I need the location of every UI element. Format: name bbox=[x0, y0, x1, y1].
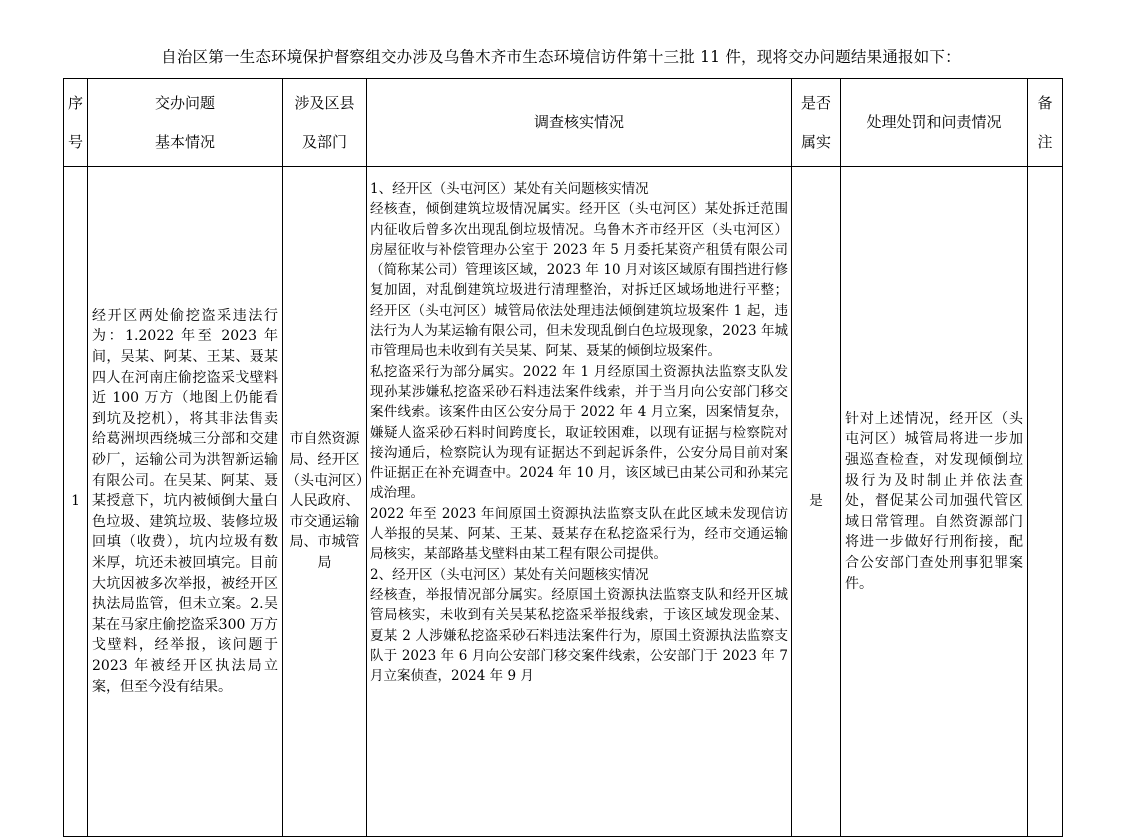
cell-remark bbox=[1028, 167, 1063, 837]
header-verified-line2: 属实 bbox=[800, 132, 831, 151]
header-remark bbox=[1028, 79, 1063, 167]
header-verified-line1: 是否 bbox=[800, 93, 831, 112]
cell-region bbox=[283, 167, 367, 837]
cell-investigation bbox=[367, 167, 792, 837]
investigation-para: 2、经开区（头屯河区）某处有关问题核实情况 bbox=[370, 566, 649, 583]
header-issue-line2: 基本情况 bbox=[154, 132, 215, 151]
header-seq-line2: 号 bbox=[67, 132, 83, 151]
header-handling: 处理处罚和问责情况 bbox=[841, 79, 1028, 167]
investigation-para: 2022 年至 2023 年间原国土资源执法监察支队在此区域未发现信访人举报的吴某、阿某、王某、聂某存在私挖盗采行为，经市交通运输局核实，某部路基戈壁料由某工程有限公司提供。 bbox=[370, 505, 788, 563]
header-region-line1: 涉及区县 bbox=[294, 93, 355, 112]
investigation-para: 1、经开区（头屯河区）某处有关问题核实情况 bbox=[370, 181, 649, 197]
investigation-para: 经核查，倾倒建筑垃圾情况属实。经开区（头屯河区）某处拆迁范围内征收后曾多次出现乱倒垃圾情况。乌鲁木齐市经开区（头屯河区）房屋征收与补偿管理办公室于 2023 年 5 月委托某资产租赁有限公司（简称某公司）管理该区域，2023 年 10 月对该区域原有围挡进行修复加固，对乱倒建筑垃圾进行清理整治，对拆迁区域场地进行平整；经开区（头屯河区）城管局依法处理违法倾倒建筑垃圾案件 1 起，违法行为人为某运输有限公司，但未发现乱倒白色垃圾现象，2023 年城市管理局也未收到有关吴某、阿某、聂某的倾倒垃圾案件。 bbox=[370, 201, 788, 360]
report-table bbox=[63, 78, 1063, 837]
header-row bbox=[64, 79, 1063, 167]
header-region-line2: 及部门 bbox=[301, 132, 347, 151]
header-region bbox=[283, 79, 367, 167]
investigation-para: 私挖盗采行为部分属实。2022 年 1 月经原国土资源执法监察支队发现孙某涉嫌私挖盗采砂石料违法案件线索，并于当月向公安部门移交案件线索。该案件由区公安分局于 2022 年 4 月立案，因案情复杂，嫌疑人盗采砂石料时间跨度长，取证较困难，以现有证据与检察院对接沟通后，检察院认为现有证据达不到起诉条件，公安分局目前对案件证据正在补充调查中。2024 年 10 月，该区域已由某公司和孙某完成治理。 bbox=[370, 363, 788, 502]
table-row bbox=[64, 167, 1063, 837]
issue-text: 经开区两处偷挖盗采违法行为：1.2022 年至 2023 年间，吴某、阿某、王某、聂某四人在河南庄偷挖盗采戈壁料近 100 万方（地图上仍能看到坑及挖机），将其非法售卖给葛洲坝西绕城三分部和交建砂厂，运输公司为洪智新运输有限公司。在吴某、阿某、聂某授意下，坑内被倾倒大量白色垃圾、建筑垃圾、装修垃圾回填（收费），坑内垃圾有数米厚，坑还未被回填完。目前大坑因被多次举报，被经开区执法局监管，但未立案。2.吴某在马家庄偷挖盗采300 万方戈壁料，经举报，该问题于 2023 年被经开区执法局立案，但至今没有结果。 bbox=[92, 307, 278, 695]
cell-seq: 1 bbox=[64, 167, 88, 837]
header-seq-line1: 序 bbox=[67, 93, 83, 112]
region-text: 市自然资源局、经开区（头屯河区）人民政府、市交通运输局、市城管局 bbox=[286, 431, 363, 571]
header-verified bbox=[792, 79, 841, 167]
investigation-text bbox=[367, 167, 791, 836]
header-investigation: 调查核实情况 bbox=[367, 79, 792, 167]
cell-issue bbox=[88, 167, 283, 837]
header-seq bbox=[64, 79, 88, 167]
header-remark-line1: 备 bbox=[1037, 93, 1053, 112]
header-issue bbox=[88, 79, 283, 167]
intro-text: 自治区第一生态环境保护督察组交办涉及乌鲁木齐市生态环境信访件第十三批 11 件，现将交办问题结果通报如下： bbox=[161, 48, 961, 66]
header-issue-line1: 交办问题 bbox=[154, 93, 215, 112]
handling-text: 针对上述情况，经开区（头屯河区）城管局将进一步加强巡查检查，对发现倾倒垃圾行为及时制止并依法查处，督促某公司加强代管区域日常管理。自然资源部门将进一步做好行刑衔接，配合公安部门查处刑事犯罪案件。 bbox=[845, 410, 1023, 592]
cell-verified: 是 bbox=[792, 167, 841, 837]
header-remark-line2: 注 bbox=[1037, 132, 1053, 151]
cell-handling bbox=[841, 167, 1028, 837]
investigation-para: 经核查，举报情况部分属实。经原国土资源执法监察支队和经开区城管局核实，未收到有关吴某私挖盗采举报线索，于该区域发现金某、夏某 2 人涉嫌私挖盗采砂石料违法案件行为，原国土资源执法监察支队于 2023 年 6 月向公安部门移交案件线索，公安部门于 2023 年 7 月立案侦查，2024 年 9 月 bbox=[370, 586, 788, 685]
